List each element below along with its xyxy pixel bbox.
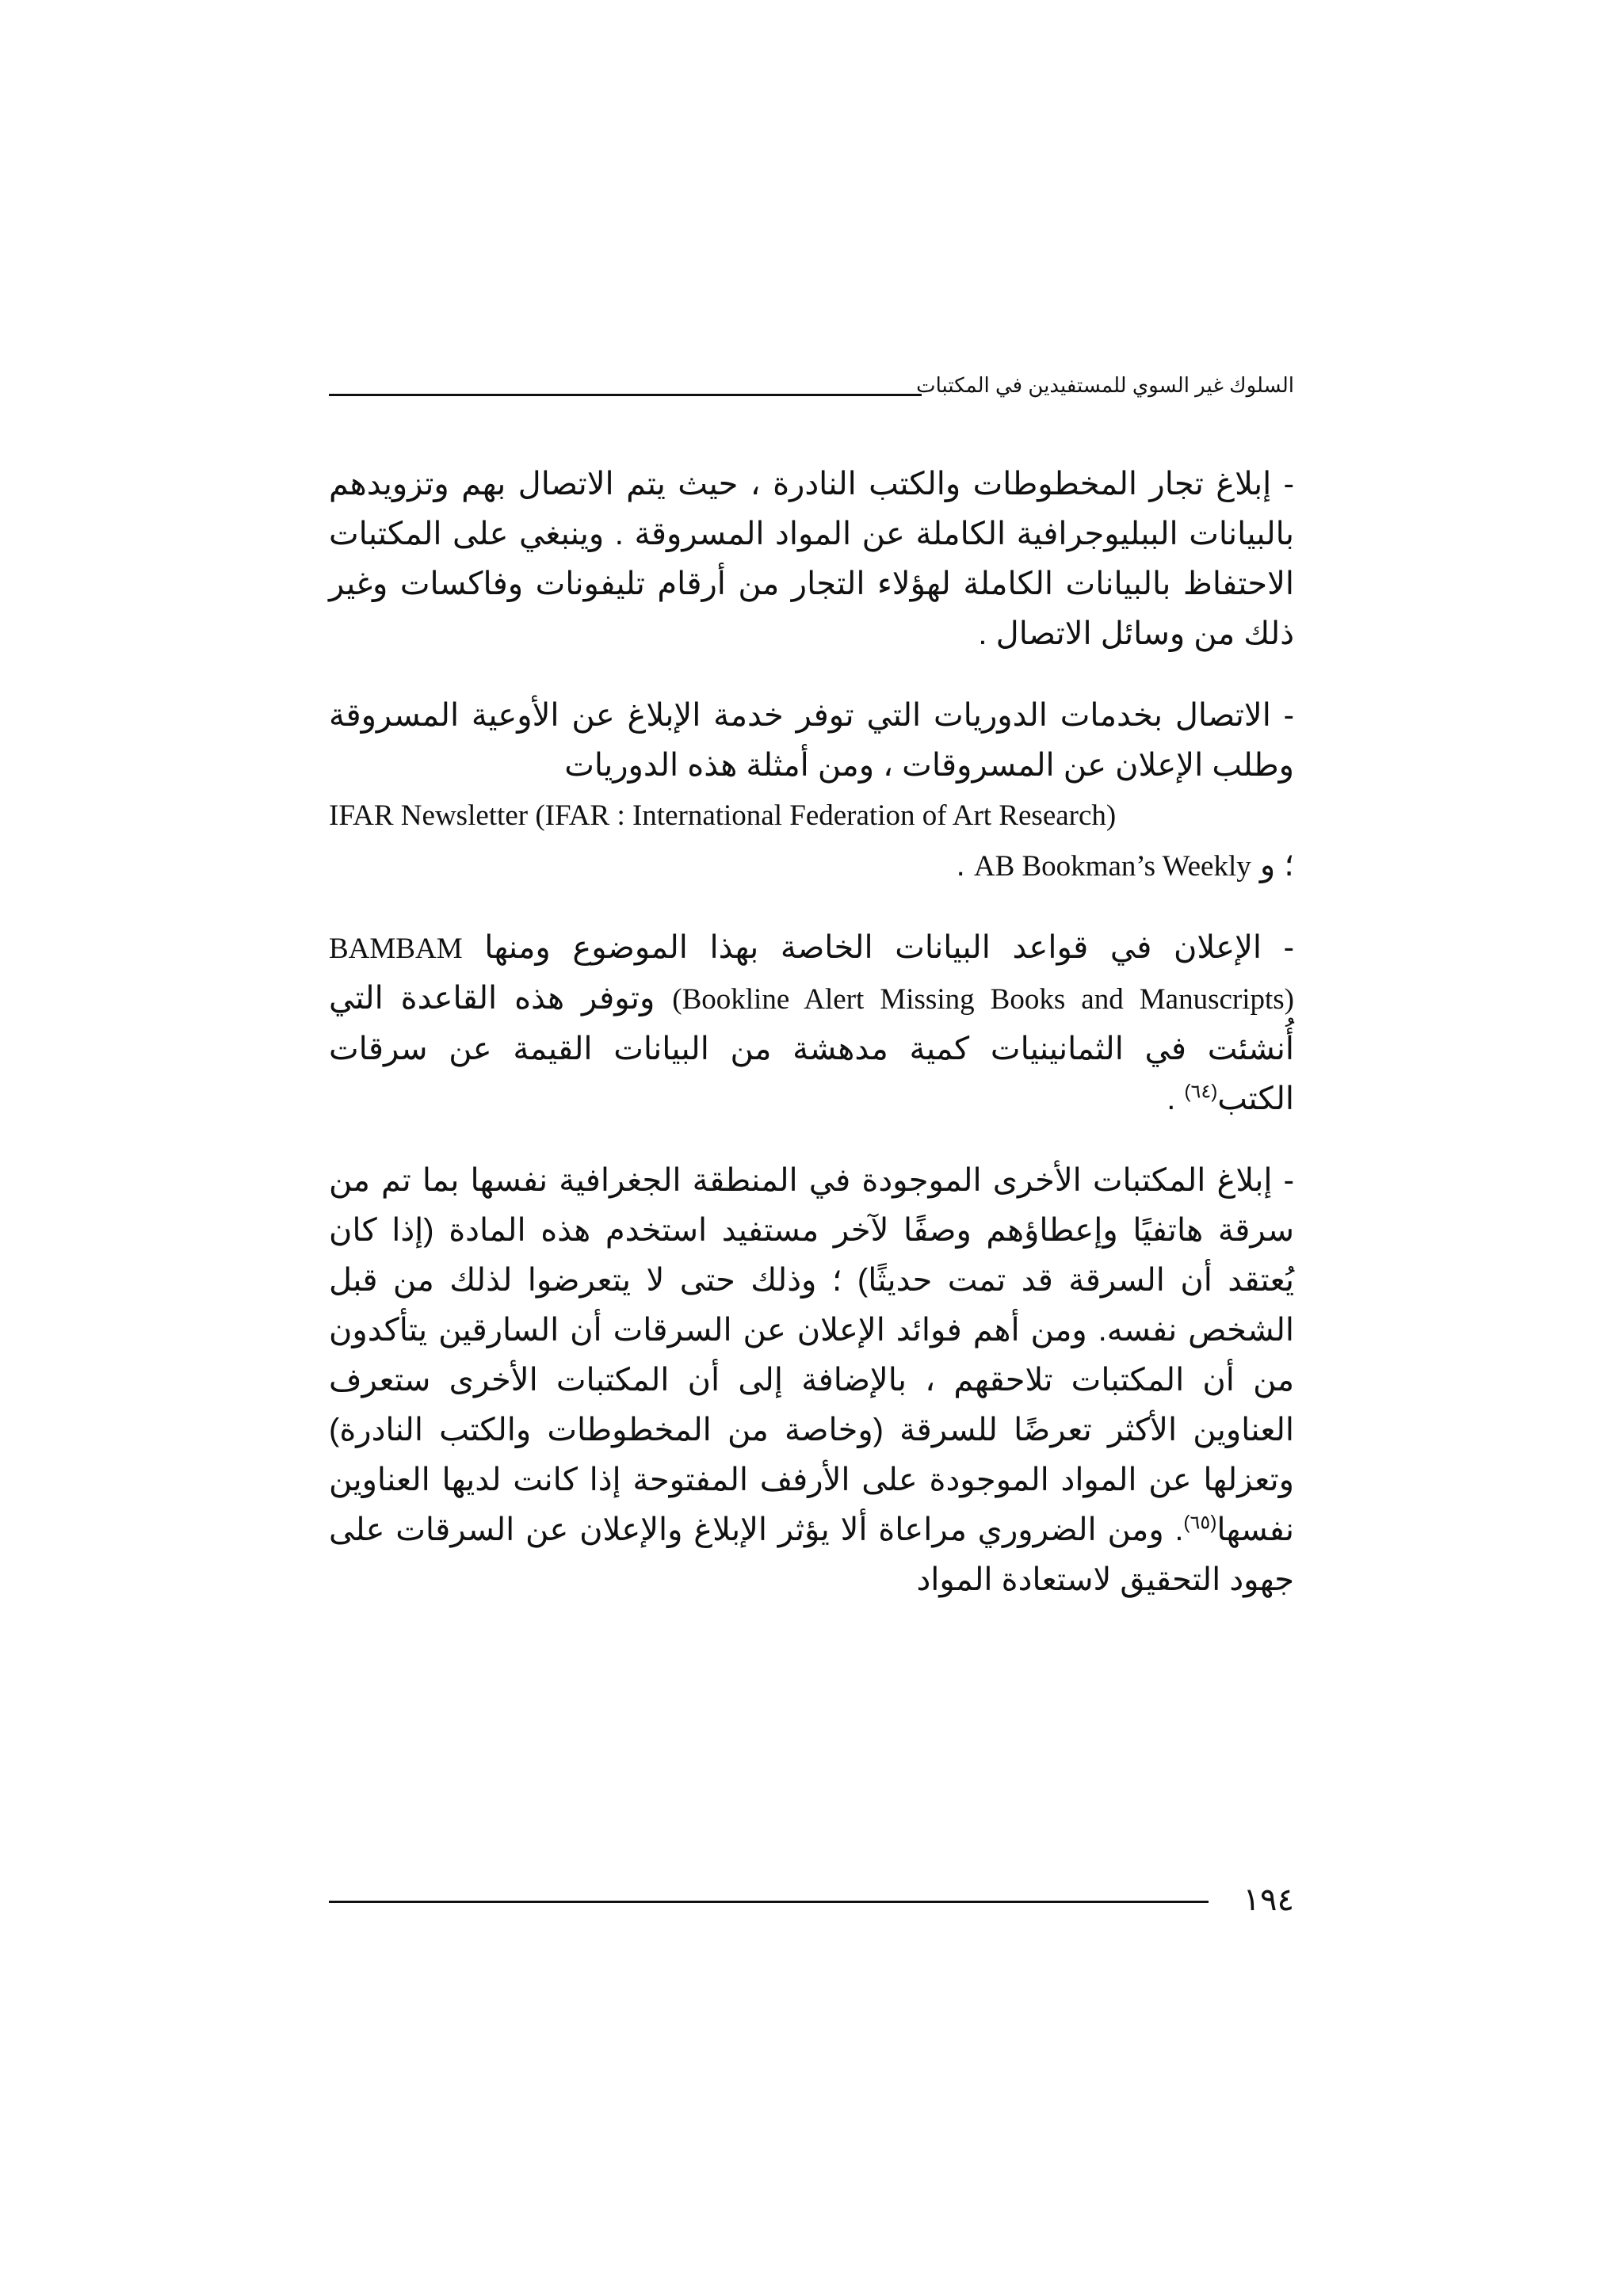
paragraph-text: الإعلان في قواعد البيانات الخاصة بهذا الموضوع ومنها [484, 930, 1262, 965]
list-item [329, 691, 1294, 891]
bullet-dash: - [1283, 467, 1294, 502]
database-expansion: (Bookline Alert Missing Books and Manuscripts) [672, 983, 1294, 1016]
running-title: السلوك غير السوي للمستفيدين في المكتبات [916, 373, 1294, 397]
page-number: ١٩٤ [1243, 1882, 1294, 1917]
conjunction-text: ؛ و [1259, 848, 1294, 883]
paragraph [329, 460, 1294, 659]
paragraph-text: إبلاغ المكتبات الأخرى الموجودة في المنطقة الجغرافية نفسها بما تم من سرقة هاتفيًا وإعطاؤهم وصفًا لآخر مستفيد استخدم هذه المادة (إذا كان يُعتقد أن السرقة قد تمت حديثًا) ؛ وذلك حتى لا يتعرضوا لذلك من قبل الشخص نفسه. ومن أهم فوائد الإعلان عن السرقات أن السارقين يتأكدون من أن المكتبات تلاحقهم ، بالإضافة إلى أن المكتبات الأخرى ستعرف العناوين الأكثر تعرضًا للسرقة (وخاصة من المخطوطات والكتب النادرة) وتعزلها عن المواد الموجودة على الأرفف المفتوحة إذا كانت لديها العناوين نفسها [329, 1163, 1294, 1547]
running-header [329, 371, 1294, 409]
period: . [956, 848, 965, 883]
list-item [329, 923, 1294, 1124]
paragraph [329, 923, 1294, 1124]
header-rule [329, 394, 922, 396]
footnote-ref-65: (٦٥) [1183, 1512, 1217, 1534]
list-item [329, 460, 1294, 659]
bullet-dash: - [1283, 698, 1294, 733]
bullet-dash: - [1283, 930, 1294, 965]
page-footer [329, 1880, 1294, 1920]
footnote-ref-64: (٦٤) [1184, 1081, 1218, 1103]
paragraph-text: الاتصال بخدمات الدوريات التي توفر خدمة الإبلاغ عن الأوعية المسروقة وطلب الإعلان عن المسروقات ، ومن أمثلة هذه الدوريات [329, 698, 1294, 783]
database-name-bambam: BAMBAM [329, 933, 463, 965]
list-item [329, 1156, 1294, 1605]
paragraph-text: . ومن الضروري مراعاة ألا يؤثر الإبلاغ والإعلان عن السرقات على جهود التحقيق لاستعادة المواد [329, 1512, 1294, 1597]
periodical-name-ifar: IFAR Newsletter (IFAR : International Federation of Art Research) [329, 799, 1117, 832]
paragraph-text: إبلاغ تجار المخطوطات والكتب النادرة ، حيث يتم الاتصال بهم وتزويدهم بالبيانات الببليوجرافية الكاملة عن المواد المسروقة . وينبغي على المكتبات الاحتفاظ بالبيانات الكاملة لهؤلاء التجار من أرقام تليفونات وفاكسات وغير ذلك من وسائل الاتصال . [329, 467, 1295, 651]
paragraph-continuation [329, 841, 1294, 891]
body-text [329, 460, 1294, 1806]
paragraph [329, 1156, 1294, 1605]
paragraph-text: وتوفر هذه القاعدة التي أُنشئت في الثمانينيات كمية مدهشة من البيانات القيمة عن سرقات الكتب [329, 981, 1294, 1116]
periodical-name-ab-bookman: AB Bookman’s Weekly [973, 850, 1251, 883]
footer-rule [329, 1901, 1209, 1903]
paragraph [329, 691, 1294, 791]
bullet-dash: - [1283, 1163, 1294, 1198]
period: . [1167, 1081, 1176, 1116]
